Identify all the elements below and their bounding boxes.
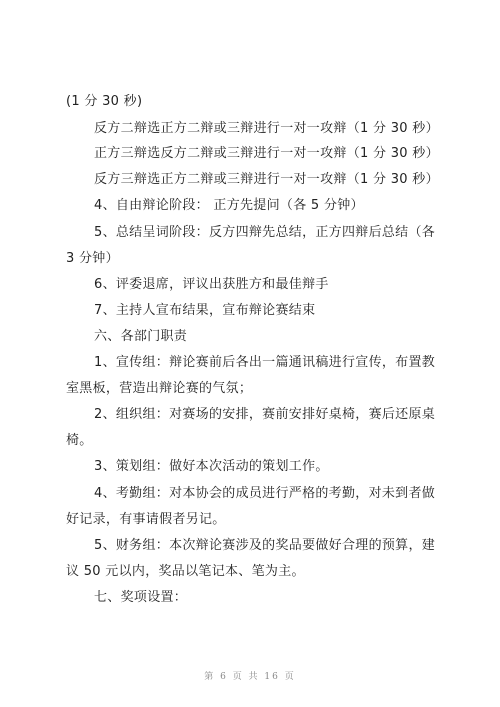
text-line: 6、评委退席，评议出获胜方和最佳辩手 bbox=[94, 277, 329, 292]
text-line: 1、宣传组：辩论赛前后各出一篇通讯稿进行宣传，布置教 bbox=[94, 355, 436, 370]
text-line: 7、主持人宣布结果，宣布辩论赛结束 bbox=[94, 303, 316, 318]
text-line: 反方二辩选正方二辩或三辩进行一对一攻辩（1 分 30 秒） bbox=[94, 121, 439, 136]
text-line: 2、组织组：对赛场的安排，赛前安排好桌椅，赛后还原桌 bbox=[94, 407, 436, 422]
text-line: 4、考勤组：对本协会的成员进行严格的考勤，对未到者做 bbox=[94, 486, 436, 501]
text-line: 5、总结呈词阶段：反方四辩先总结，正方四辩后总结（各 bbox=[94, 225, 436, 240]
text-line: (1 分 30 秒) bbox=[66, 94, 143, 109]
section-heading: 六、各部门职责 bbox=[94, 329, 188, 344]
text-line: 议 50 元以内，奖品以笔记本、笔为主。 bbox=[66, 564, 305, 579]
text-line: 好记录，有事请假者另记。 bbox=[66, 512, 226, 527]
text-line: 正方三辩选反方二辩或三辩进行一对一攻辩（1 分 30 秒） bbox=[94, 146, 439, 161]
text-line: 反方三辩选正方二辩或三辩进行一对一攻辩（1 分 30 秒） bbox=[94, 172, 439, 187]
text-line: 5、财务组：本次辩论赛涉及的奖品要做好合理的预算，建 bbox=[94, 538, 436, 553]
text-line: 3 分钟） bbox=[66, 251, 119, 266]
section-heading: 七、奖项设置： bbox=[94, 590, 188, 605]
text-line: 4、自由辩论阶段： 正方先提问（各 5 分钟） bbox=[94, 198, 364, 213]
text-line: 椅。 bbox=[66, 433, 93, 448]
text-line: 室黑板，营造出辩论赛的气氛； bbox=[66, 381, 253, 396]
page-number-footer: 第 6 页 共 16 页 bbox=[204, 672, 296, 682]
text-line: 3、策划组：做好本次活动的策划工作。 bbox=[94, 459, 329, 474]
